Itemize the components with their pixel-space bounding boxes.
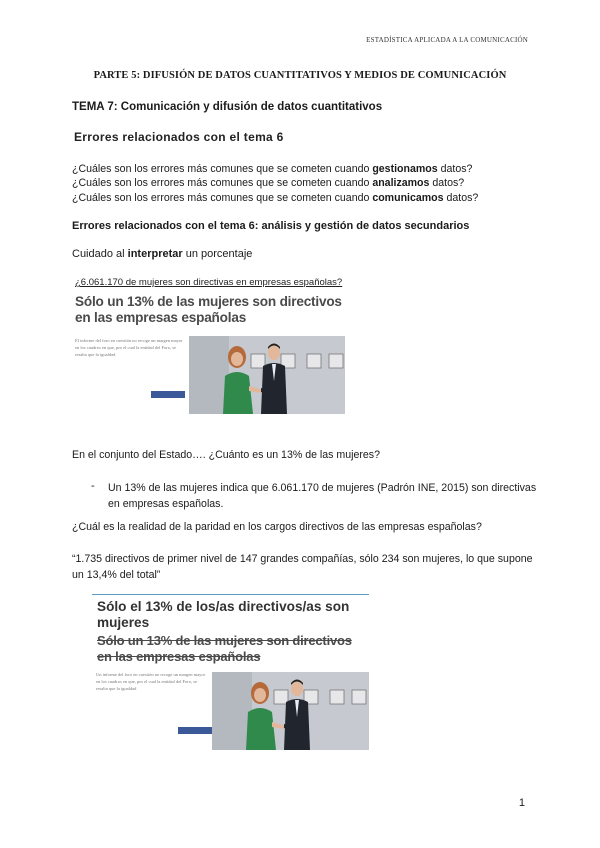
share-badge-icon <box>151 391 185 398</box>
clipping-lead: Un informe del foro en cuestión no recoge un margen mayor en los cuadros en que, por el cual la entidad del Foro, se resalta que la igualdad <box>96 672 206 691</box>
corrected-headline: Sólo el 13% de los/as directivos/as son mujeres <box>97 599 350 630</box>
question-keyword: analizamos <box>372 177 430 189</box>
question-end: datos? <box>437 163 473 175</box>
news-clipping-original <box>75 277 345 417</box>
cuidado-text: Cuidado al <box>72 248 128 260</box>
bullet-text: Un 13% de las mujeres indica que 6.061.170 de mujeres (Padrón INE, 2015) son directivas en empresas españolas. <box>108 482 537 510</box>
section-title-errors: Errores relacionados con el tema 6 <box>74 130 284 144</box>
question-text: ¿Cuáles son los errores más comunes que se cometen cuando <box>72 163 373 175</box>
news-clipping-corrected <box>92 594 372 754</box>
share-badge-icon <box>178 727 212 734</box>
conjunto-question: En el conjunto del Estado…. ¿Cuánto es un 13% de las mujeres? <box>72 449 380 461</box>
cuidado-keyword: interpretar <box>127 248 183 260</box>
question-keyword: comunicamos <box>372 192 444 204</box>
question-end: datos? <box>443 192 479 204</box>
question-line <box>72 163 472 175</box>
clipping-link[interactable]: ¿6.061.170 de mujeres son directivas en empresas españolas? <box>75 277 343 288</box>
clipping-headline: Sólo un 13% de las mujeres son directivos en las empresas españolas <box>75 294 342 325</box>
question-end: datos? <box>429 177 465 189</box>
handshake-photo <box>212 672 369 750</box>
page-number: 1 <box>518 797 525 809</box>
struck-headline: Sólo un 13% de las mujeres son directivos en las empresas españolas <box>97 633 352 664</box>
section-title-secondary-data: Errores relacionados con el tema 6: análisis y gestión de datos secundarios <box>72 220 470 232</box>
question-line <box>72 192 478 204</box>
part-title: PARTE 5: DIFUSIÓN DE DATOS CUANTITATIVOS Y MEDIOS DE COMUNICACIÓN <box>93 70 507 81</box>
handshake-illustration <box>212 672 369 750</box>
cuidado-end: un porcentaje <box>182 248 253 260</box>
handshake-photo <box>189 336 345 414</box>
question-text: ¿Cuáles son los errores más comunes que se cometen cuando <box>72 177 373 189</box>
question-text: ¿Cuáles son los errores más comunes que se cometen cuando <box>72 192 373 204</box>
cuidado-line <box>72 248 252 260</box>
question-line <box>72 177 464 189</box>
question-keyword: gestionamos <box>372 163 438 175</box>
quote-paragraph: “1.735 directivos de primer nivel de 147 grandes compañías, sólo 234 son mujeres, lo que supone un 13,4% del total” <box>72 553 533 581</box>
clipping-top-rule <box>92 594 369 595</box>
clipping-lead: El informe del foro en cuestión no recoge un margen mayor en los cuadros en que, por el cual la entidad del Foro, se resalta que la igualdad <box>75 338 183 357</box>
realidad-question: ¿Cuál es la realidad de la paridad en los cargos directivos de las empresas españolas? <box>72 521 482 533</box>
running-header: ESTADÍSTICA APLICADA A LA COMUNICACIÓN <box>366 36 528 44</box>
tema-title: TEMA 7: Comunicación y difusión de datos cuantitativos <box>72 101 383 113</box>
handshake-illustration <box>189 336 345 414</box>
bullet-dash: - <box>91 480 95 492</box>
